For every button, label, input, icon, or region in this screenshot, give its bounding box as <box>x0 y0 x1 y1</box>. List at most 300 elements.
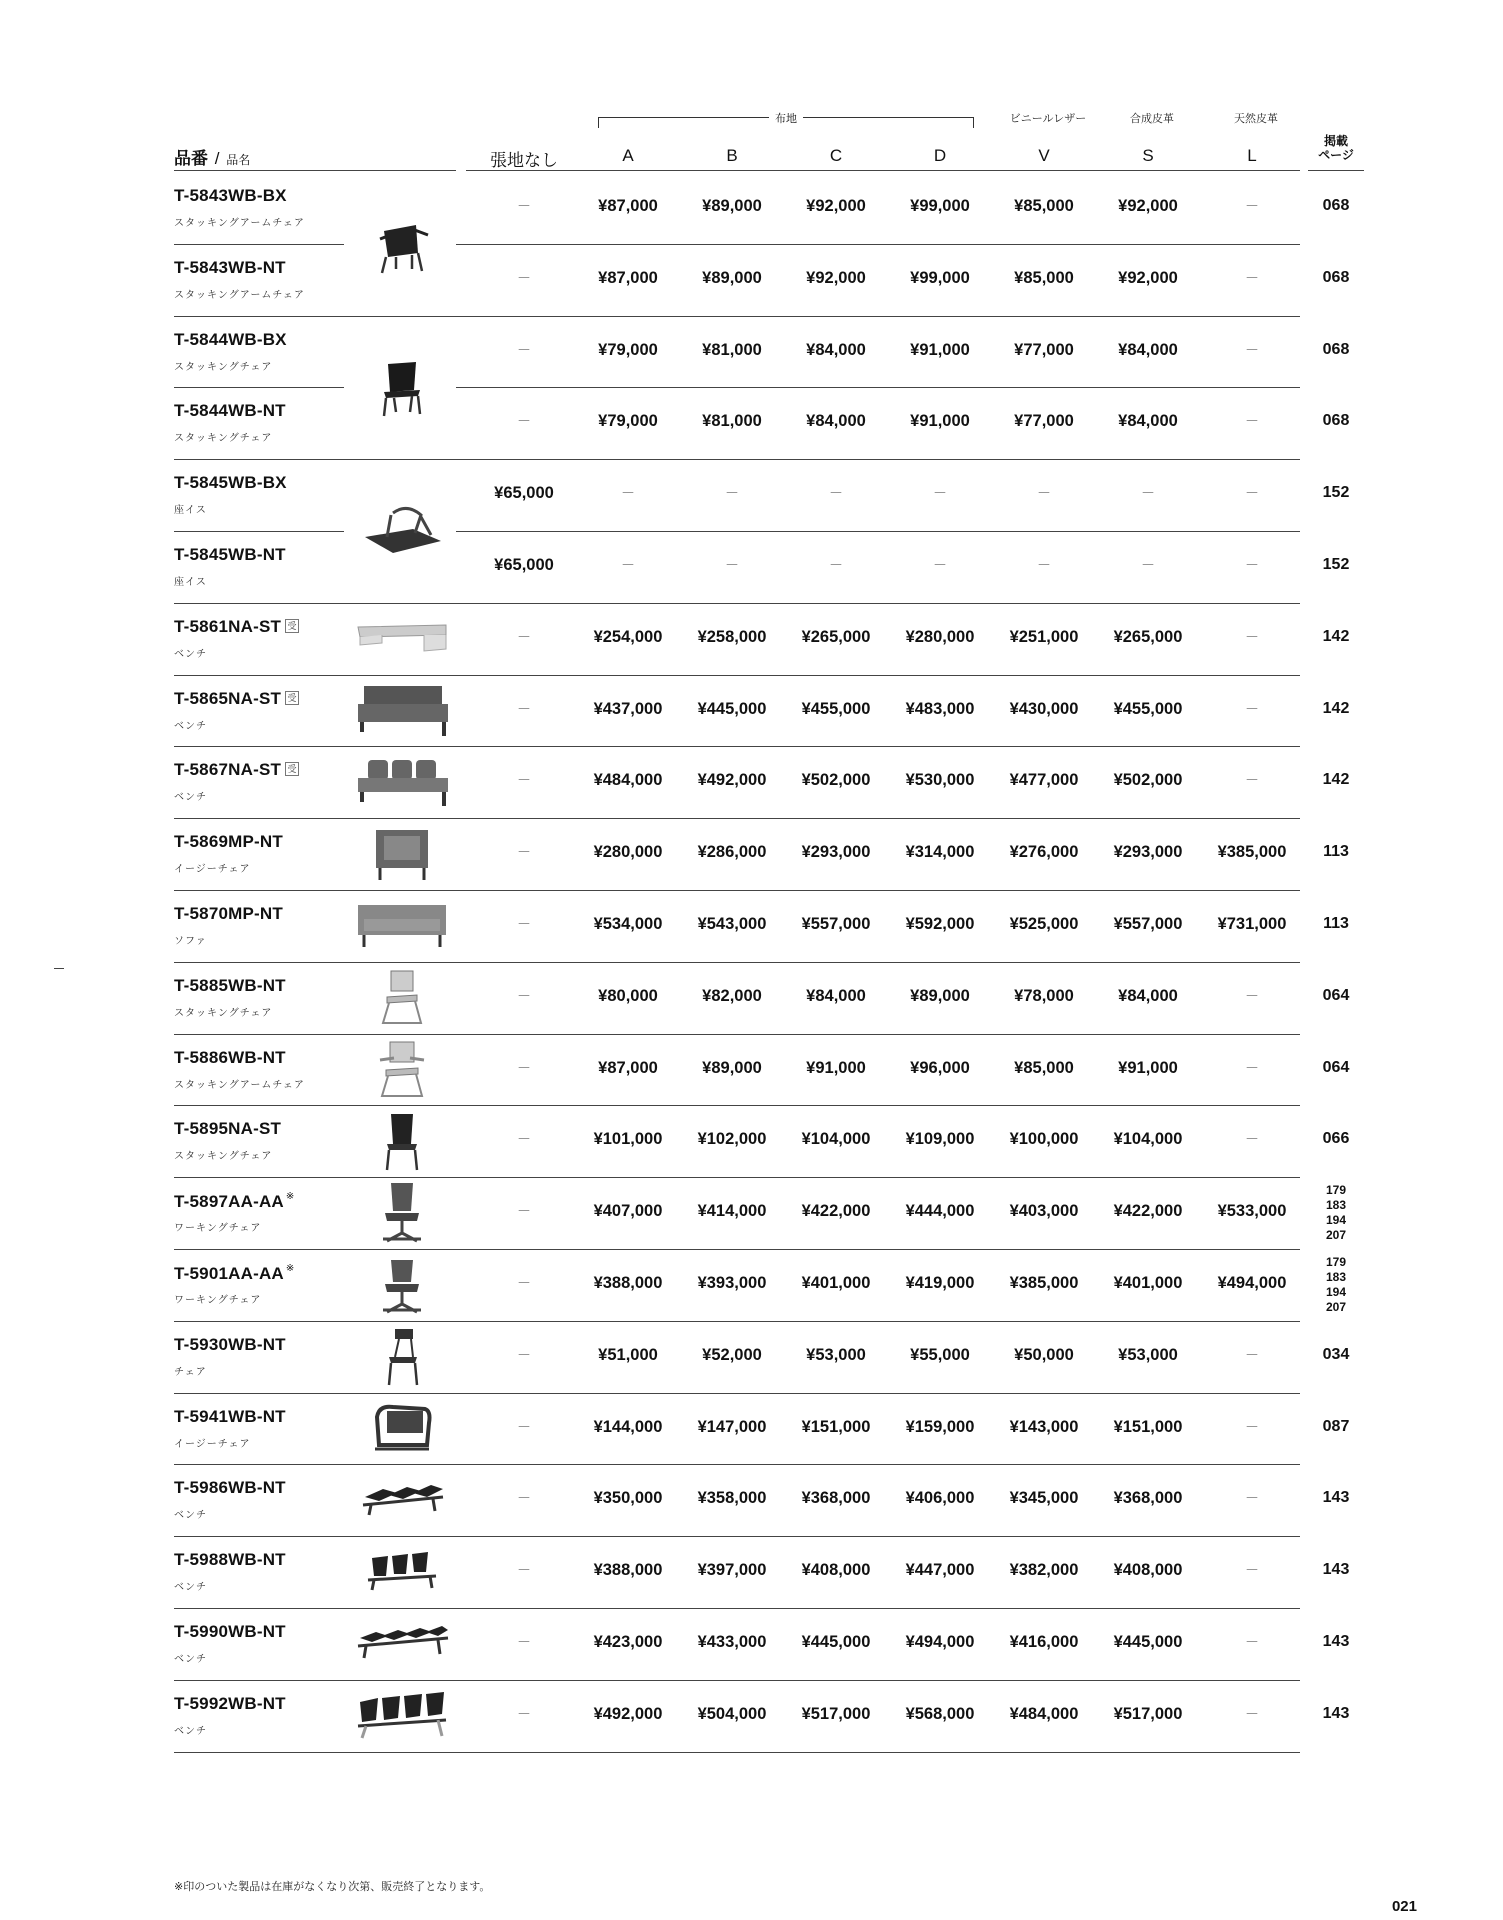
product-code <box>174 1694 286 1714</box>
price-a: － <box>621 485 635 502</box>
product-name: イージーチェア <box>174 1438 251 1450</box>
product-code-text: T-5867NA-ST <box>174 760 282 780</box>
product-thumbnail <box>359 1479 445 1526</box>
price-l: － <box>1245 1562 1259 1579</box>
price-b: ¥81,000 <box>702 340 762 359</box>
price-a: ¥80,000 <box>598 986 658 1005</box>
price-v: ¥251,000 <box>1009 627 1079 646</box>
product-name: スタッキングアームチェア <box>174 1079 305 1091</box>
table-row <box>0 1680 1503 1752</box>
price-none: － <box>517 341 531 358</box>
product-code <box>174 545 286 565</box>
slim-chair-icon <box>379 1327 425 1387</box>
price-s: ¥422,000 <box>1113 1202 1183 1221</box>
price-a: ¥51,000 <box>598 1345 658 1364</box>
price-d: ¥314,000 <box>905 843 975 862</box>
price-c: ¥368,000 <box>801 1489 871 1508</box>
price-s: ¥91,000 <box>1118 1058 1178 1077</box>
page-number: 021 <box>1391 1898 1417 1915</box>
product-name: スタッキングチェア <box>174 1007 273 1019</box>
product-name: 座イス <box>174 577 207 588</box>
price-v: ¥77,000 <box>1014 340 1074 359</box>
price-d: ¥55,000 <box>910 1345 970 1364</box>
price-l: － <box>1245 1346 1259 1363</box>
product-code <box>174 1478 286 1498</box>
product-name: ベンチ <box>174 1725 207 1737</box>
product-name: 座イス <box>174 505 207 517</box>
catalog-page: 143 <box>1322 1489 1350 1507</box>
catalog-page: 194 <box>1325 1213 1347 1228</box>
price-c: ¥557,000 <box>801 915 871 933</box>
price-c: ¥84,000 <box>806 412 866 431</box>
price-d: ¥91,000 <box>910 412 970 431</box>
price-s: ¥455,000 <box>1113 699 1183 718</box>
price-a: ¥144,000 <box>593 1417 663 1436</box>
product-thumbnail <box>370 826 434 887</box>
table-row <box>0 459 1503 531</box>
sofa-icon <box>354 901 450 951</box>
price-v: ¥77,000 <box>1014 412 1074 431</box>
price-a: ¥79,000 <box>598 340 658 359</box>
price-a: ¥254,000 <box>593 627 663 646</box>
beam-bench-3-icon <box>359 1479 445 1521</box>
price-d: ¥592,000 <box>905 915 975 933</box>
price-d: ¥494,000 <box>905 1633 975 1651</box>
price-c: ¥401,000 <box>801 1274 871 1292</box>
price-v: ¥382,000 <box>1009 1561 1079 1580</box>
price-none: － <box>517 700 531 717</box>
price-v: ¥143,000 <box>1009 1417 1079 1436</box>
price-b: ¥504,000 <box>697 1704 767 1723</box>
price-b: ¥258,000 <box>697 627 767 646</box>
price-l: － <box>1245 269 1259 286</box>
product-code <box>174 1335 286 1355</box>
price-v: ¥78,000 <box>1014 986 1074 1005</box>
product-name: スタッキングチェア <box>174 361 273 373</box>
price-l: － <box>1245 987 1259 1004</box>
price-l: － <box>1245 700 1259 717</box>
product-code <box>174 1407 286 1427</box>
catalog-page: 142 <box>1322 771 1350 789</box>
price-l: － <box>1245 772 1259 789</box>
price-v: ¥85,000 <box>1014 268 1074 287</box>
price-b: ¥89,000 <box>702 197 762 215</box>
price-a: ¥484,000 <box>593 771 663 790</box>
col-header-s: S <box>1142 146 1154 165</box>
price-d: － <box>933 557 947 573</box>
table-row <box>0 387 1503 459</box>
price-d: ¥159,000 <box>905 1417 975 1436</box>
price-s: ¥293,000 <box>1113 843 1183 862</box>
catalog-page: 152 <box>1322 556 1350 573</box>
product-code-text: T-5870MP-NT <box>174 904 283 923</box>
price-s: ¥84,000 <box>1118 412 1178 431</box>
flat-bench-icon <box>354 619 450 659</box>
price-none: － <box>517 987 531 1004</box>
col-header-a: A <box>622 146 634 165</box>
price-none: ¥65,000 <box>494 484 554 503</box>
catalog-page: 179 <box>1325 1255 1347 1269</box>
price-s: ¥104,000 <box>1113 1130 1183 1149</box>
discontinued-mark: ※ <box>285 1263 295 1274</box>
price-v: － <box>1037 485 1051 502</box>
header-rule-left <box>174 170 456 171</box>
price-a: ¥87,000 <box>598 1058 658 1077</box>
price-s: ¥92,000 <box>1118 268 1178 287</box>
price-l: － <box>1245 413 1259 430</box>
product-code-text: T-5869MP-NT <box>174 832 283 852</box>
product-name: ベンチ <box>174 1654 207 1665</box>
catalog-page: 183 <box>1325 1270 1347 1284</box>
product-code-text: T-5843WB-BX <box>174 186 287 205</box>
price-a: ¥492,000 <box>593 1704 663 1723</box>
table-row <box>0 1608 1503 1680</box>
price-b: ¥543,000 <box>697 915 767 933</box>
title-slash: / <box>214 149 220 168</box>
price-none: － <box>517 1131 531 1148</box>
price-d: ¥89,000 <box>910 986 970 1005</box>
price-b: ¥286,000 <box>697 843 767 862</box>
product-thumbnail <box>354 682 450 743</box>
price-s: ¥151,000 <box>1113 1417 1183 1436</box>
product-code-text: T-5990WB-NT <box>174 1622 286 1641</box>
task-chair-icon <box>377 1254 427 1316</box>
price-c: － <box>829 485 843 502</box>
catalog-page: 143 <box>1322 1561 1350 1579</box>
table-row <box>0 1177 1503 1249</box>
high-back-chair-icon <box>379 1110 425 1172</box>
product-code-text: T-5988WB-NT <box>174 1550 286 1570</box>
price-none: － <box>517 1275 531 1291</box>
catalog-page: 207 <box>1325 1300 1347 1314</box>
price-none: － <box>517 1203 531 1220</box>
lounge-chair-icon <box>369 1401 435 1455</box>
price-d: ¥444,000 <box>905 1202 975 1221</box>
price-c: ¥265,000 <box>801 627 871 646</box>
col-header-l: L <box>1247 146 1257 165</box>
table-row <box>0 890 1503 962</box>
price-a: ¥350,000 <box>593 1489 663 1508</box>
page-header-line1: 掲載 <box>1323 134 1348 148</box>
product-code <box>174 330 287 350</box>
product-code-text: T-5865NA-ST <box>174 688 282 708</box>
price-s: ¥557,000 <box>1113 915 1183 933</box>
price-none: － <box>517 1634 531 1650</box>
price-d: ¥483,000 <box>905 699 975 718</box>
order-mark-badge: 受 <box>285 691 299 705</box>
catalog-pages <box>1306 1183 1366 1243</box>
price-d: ¥109,000 <box>905 1130 975 1149</box>
price-none: － <box>517 1059 531 1076</box>
price-c: ¥84,000 <box>806 340 866 359</box>
beam-bench-4b-icon <box>354 1690 450 1742</box>
price-a: ¥280,000 <box>593 843 663 862</box>
price-none: － <box>517 628 531 645</box>
product-code-text: T-5843WB-NT <box>174 257 286 277</box>
product-code <box>174 1622 286 1642</box>
table-row <box>0 1464 1503 1536</box>
product-thumbnail <box>354 901 450 956</box>
product-code <box>174 760 299 780</box>
table-row <box>0 1105 1503 1177</box>
catalog-page: 143 <box>1322 1704 1350 1722</box>
product-code <box>174 617 299 637</box>
price-v: － <box>1037 557 1051 573</box>
price-l: － <box>1245 1490 1259 1507</box>
product-name: スタッキングチェア <box>174 1151 273 1163</box>
price-none: － <box>517 1562 531 1579</box>
price-s: － <box>1141 557 1155 573</box>
product-code-text: T-5992WB-NT <box>174 1693 286 1713</box>
price-d: ¥280,000 <box>905 627 975 646</box>
price-c: ¥92,000 <box>806 268 866 287</box>
price-none: ¥65,000 <box>494 556 554 574</box>
product-thumbnail <box>354 619 450 664</box>
product-code <box>174 1263 295 1284</box>
price-v: ¥345,000 <box>1009 1489 1079 1508</box>
product-code-text: T-5930WB-NT <box>174 1334 286 1354</box>
price-c: ¥151,000 <box>801 1417 871 1436</box>
price-d: ¥99,000 <box>910 268 970 287</box>
price-l: － <box>1245 1705 1259 1722</box>
price-s: ¥265,000 <box>1113 627 1183 646</box>
price-l: － <box>1245 341 1259 358</box>
price-c: ¥445,000 <box>801 1633 871 1651</box>
product-code-text: T-5986WB-NT <box>174 1478 286 1498</box>
fabric-group-label: 布地 <box>769 110 803 126</box>
col-header-d: D <box>933 146 947 165</box>
price-a: ¥87,000 <box>598 268 658 287</box>
header-rule-page <box>1308 170 1364 171</box>
col-header-b: B <box>726 146 738 165</box>
price-c: ¥455,000 <box>801 699 871 718</box>
price-a: ¥423,000 <box>593 1633 663 1651</box>
price-d: － <box>933 485 947 502</box>
product-thumbnail <box>354 756 450 813</box>
price-v: ¥100,000 <box>1009 1130 1079 1149</box>
price-s: ¥401,000 <box>1113 1274 1183 1292</box>
price-b: ¥393,000 <box>697 1274 767 1292</box>
price-b: ¥81,000 <box>702 412 762 431</box>
catalog-page: 068 <box>1322 412 1350 430</box>
price-c: ¥91,000 <box>806 1058 866 1077</box>
col-header-c: C <box>829 146 843 165</box>
price-none: － <box>517 269 531 286</box>
catalog-page: 034 <box>1322 1345 1350 1363</box>
product-name: ベンチ <box>174 792 207 804</box>
price-b: ¥52,000 <box>702 1345 762 1364</box>
table-row <box>0 1249 1503 1321</box>
price-l: ¥385,000 <box>1217 843 1287 862</box>
synthetic-group-label: 合成皮革 <box>1130 113 1174 125</box>
product-thumbnail <box>377 1254 427 1321</box>
price-v: ¥430,000 <box>1009 699 1079 718</box>
beam-bench-4-icon <box>354 1624 450 1664</box>
price-c: ¥408,000 <box>801 1561 871 1580</box>
price-v: ¥525,000 <box>1009 915 1079 933</box>
product-name: ワーキングチェア <box>174 1223 262 1235</box>
beam-bench-3b-icon <box>362 1550 442 1594</box>
table-row <box>0 603 1503 675</box>
price-s: ¥84,000 <box>1118 986 1178 1005</box>
vinyl-group-label: ビニールレザー <box>1009 113 1087 125</box>
natural-group-label: 天然皮革 <box>1234 113 1278 125</box>
product-name: ベンチ <box>174 1510 207 1522</box>
easy-chair-box-icon <box>370 826 434 882</box>
table-row <box>0 244 1503 316</box>
price-a: ¥79,000 <box>598 412 658 431</box>
price-c: ¥422,000 <box>801 1202 871 1221</box>
price-b: ¥89,000 <box>702 268 762 287</box>
price-l: － <box>1245 557 1259 573</box>
table-row <box>0 316 1503 388</box>
price-c: ¥92,000 <box>806 197 866 215</box>
order-mark-badge: 受 <box>285 762 299 776</box>
row-divider <box>174 1752 1300 1753</box>
sofa-bench-icon <box>354 682 450 738</box>
price-l: － <box>1245 1131 1259 1148</box>
price-l: － <box>1245 485 1259 502</box>
table-row <box>0 818 1503 890</box>
product-thumbnail <box>362 1550 442 1599</box>
price-a: － <box>621 557 635 573</box>
price-c: － <box>829 557 843 573</box>
product-code-text: T-5897AA-AA <box>174 1192 284 1212</box>
product-thumbnail <box>379 1327 425 1392</box>
price-l: ¥731,000 <box>1217 915 1287 933</box>
order-mark-badge: 受 <box>285 619 299 633</box>
product-code-text: T-5885WB-NT <box>174 975 286 995</box>
price-v: ¥276,000 <box>1009 843 1079 862</box>
price-s: － <box>1141 485 1155 502</box>
price-d: ¥568,000 <box>905 1704 975 1723</box>
product-code <box>174 1191 295 1212</box>
catalog-page: 207 <box>1325 1228 1347 1243</box>
price-v: ¥85,000 <box>1014 197 1074 215</box>
catalog-page: 068 <box>1322 340 1350 358</box>
col-header-page <box>1306 134 1366 162</box>
catalog-page: 068 <box>1322 268 1350 286</box>
product-code-text: T-5844WB-NT <box>174 401 286 421</box>
product-code-text: T-5895NA-ST <box>174 1119 282 1139</box>
catalog-page: 113 <box>1323 915 1349 932</box>
price-s: ¥517,000 <box>1113 1704 1183 1723</box>
catalog-page: 152 <box>1322 484 1350 502</box>
header-rule-right <box>466 170 1300 171</box>
footnote: ※印のついた製品は在庫がなくなり次第、販売終了となります。 <box>174 1881 491 1893</box>
product-name: ベンチ <box>174 720 207 732</box>
price-a: ¥407,000 <box>593 1202 663 1221</box>
table-row <box>0 1536 1503 1608</box>
price-b: － <box>725 485 739 502</box>
price-a: ¥534,000 <box>593 915 663 933</box>
discontinued-mark: ※ <box>285 1191 295 1203</box>
product-code <box>174 689 299 709</box>
price-a: ¥388,000 <box>593 1274 663 1292</box>
task-chair-high-icon <box>377 1181 427 1245</box>
price-c: ¥293,000 <box>801 843 871 862</box>
sled-chair-icon <box>377 967 427 1029</box>
price-l: － <box>1245 1059 1259 1076</box>
price-none: － <box>517 1418 531 1435</box>
product-code <box>174 258 286 278</box>
title-product-name: 品名 <box>226 153 251 167</box>
price-c: ¥84,000 <box>806 986 866 1005</box>
product-thumbnail <box>354 1690 450 1747</box>
product-name: イージーチェア <box>174 864 251 876</box>
price-v: ¥416,000 <box>1009 1633 1079 1651</box>
price-l: ¥494,000 <box>1217 1274 1287 1292</box>
catalog-page: 142 <box>1322 699 1350 717</box>
catalog-page: 113 <box>1323 843 1349 861</box>
price-v: ¥50,000 <box>1014 1345 1074 1364</box>
price-l: － <box>1245 1418 1259 1435</box>
catalog-page: 194 <box>1325 1285 1347 1299</box>
table-title <box>174 144 250 169</box>
table-row <box>0 1034 1503 1106</box>
product-name: スタッキングアームチェア <box>174 289 305 301</box>
price-none: － <box>517 413 531 430</box>
price-c: ¥53,000 <box>806 1345 866 1364</box>
sled-arm-chair-icon <box>374 1038 430 1100</box>
product-code-text: T-5845WB-BX <box>174 473 287 493</box>
product-name: ベンチ <box>174 1582 207 1594</box>
product-name: ベンチ <box>174 648 207 660</box>
product-name: スタッキングチェア <box>174 433 273 445</box>
price-s: ¥84,000 <box>1118 340 1178 359</box>
price-b: ¥89,000 <box>702 1058 762 1077</box>
product-thumbnail <box>354 1624 450 1669</box>
catalog-page: 066 <box>1322 1130 1350 1148</box>
price-b: － <box>725 557 739 573</box>
price-l: － <box>1245 1634 1259 1650</box>
catalog-page: 179 <box>1325 1183 1347 1198</box>
catalog-page: 183 <box>1325 1198 1347 1213</box>
price-s: ¥445,000 <box>1113 1633 1183 1651</box>
product-name: スタッキングアームチェア <box>174 218 305 229</box>
price-v: ¥477,000 <box>1009 771 1079 790</box>
price-b: ¥397,000 <box>697 1561 767 1580</box>
table-row <box>0 962 1503 1034</box>
price-c: ¥517,000 <box>801 1704 871 1723</box>
catalog-page: 087 <box>1322 1417 1350 1435</box>
price-l: ¥533,000 <box>1217 1202 1287 1221</box>
price-a: ¥437,000 <box>593 699 663 718</box>
price-d: ¥96,000 <box>910 1058 970 1077</box>
col-header-v: V <box>1038 146 1050 165</box>
title-part-number: 品番 <box>174 149 208 168</box>
price-none: － <box>517 1705 531 1722</box>
price-none: － <box>517 844 531 861</box>
price-d: ¥447,000 <box>905 1561 975 1580</box>
product-code <box>174 401 286 421</box>
price-l: － <box>1245 198 1259 214</box>
product-code-text: T-5886WB-NT <box>174 1047 286 1067</box>
price-b: ¥82,000 <box>702 986 762 1005</box>
product-name: ワーキングチェア <box>174 1295 262 1306</box>
product-thumbnail <box>377 967 427 1034</box>
price-a: ¥101,000 <box>593 1130 663 1149</box>
price-s: ¥92,000 <box>1118 197 1178 215</box>
three-seat-bench-icon <box>354 756 450 808</box>
price-v: ¥385,000 <box>1009 1274 1079 1292</box>
price-d: ¥419,000 <box>905 1274 975 1292</box>
product-code <box>174 976 286 996</box>
product-code-text: T-5861NA-ST <box>174 616 282 636</box>
price-b: ¥433,000 <box>697 1633 767 1651</box>
price-b: ¥358,000 <box>697 1489 767 1508</box>
product-thumbnail <box>374 1038 430 1105</box>
